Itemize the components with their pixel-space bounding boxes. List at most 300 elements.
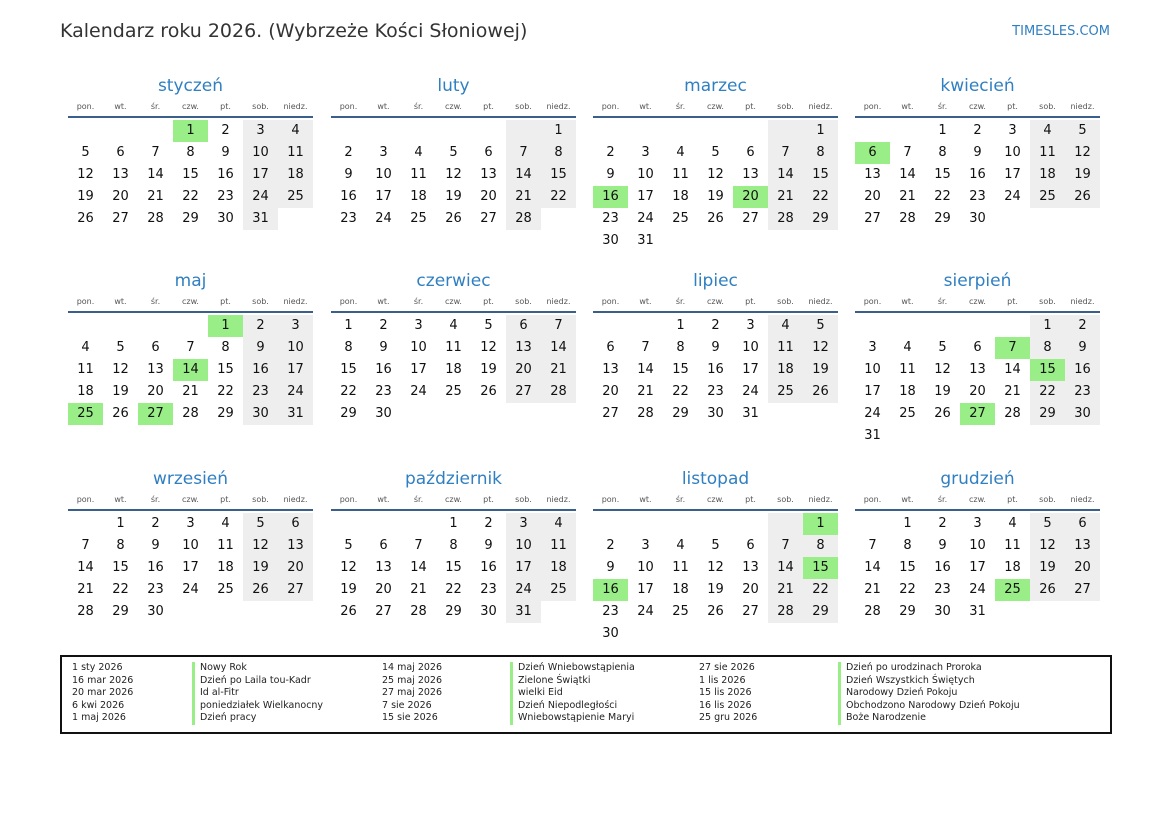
legend-holiday-name: Dzień Niepodległości bbox=[518, 699, 618, 711]
legend-names bbox=[838, 662, 1020, 725]
weekday-label: wt. bbox=[901, 495, 914, 504]
day-cell: 21 bbox=[147, 189, 164, 204]
day-cell: 2 bbox=[484, 516, 493, 531]
weekday-label: niedz. bbox=[1070, 297, 1095, 306]
day-cell: 1 bbox=[803, 120, 838, 142]
day-cell: 5 bbox=[803, 315, 838, 337]
weekday-label: wt. bbox=[114, 495, 127, 504]
day-cell: 23 bbox=[934, 582, 951, 597]
day-cell: 6 bbox=[151, 340, 160, 355]
day-cell: 18 bbox=[77, 384, 94, 399]
header-rule bbox=[855, 116, 1100, 118]
day-cell: 4 bbox=[1008, 516, 1017, 531]
weekday-label: pon. bbox=[601, 495, 620, 504]
day-cell: 13 bbox=[742, 560, 759, 575]
day-cell: 12 bbox=[445, 167, 462, 182]
day-cell: 7 bbox=[868, 538, 877, 553]
day-cell: 7 bbox=[186, 340, 195, 355]
day-cell: 14 bbox=[864, 560, 881, 575]
legend-holiday-name: Dzień pracy bbox=[200, 712, 257, 723]
weekday-label: wt. bbox=[639, 102, 652, 111]
holiday-day-cell: 15 bbox=[803, 557, 838, 579]
day-cell: 28 bbox=[637, 406, 654, 421]
day-cell: 1 bbox=[449, 516, 458, 531]
legend-date: 16 lis 2026 bbox=[699, 699, 752, 711]
legend-holiday-name: Boże Narodzenie bbox=[846, 712, 926, 723]
legend-date: 25 maj 2026 bbox=[382, 674, 443, 686]
day-cell: 31 bbox=[506, 601, 541, 623]
legend-holiday-name: Dzień po urodzinach Proroka bbox=[846, 662, 982, 673]
day-cell: 6 bbox=[606, 340, 615, 355]
day-cell: 28 bbox=[410, 604, 427, 619]
day-cell: 27 bbox=[742, 604, 759, 619]
day-cell: 16 bbox=[707, 362, 724, 377]
month-name: grudzień bbox=[940, 469, 1015, 489]
day-cell: 13 bbox=[506, 337, 541, 359]
header-rule bbox=[68, 311, 313, 313]
weekday-label: wt. bbox=[114, 297, 127, 306]
day-cell: 15 bbox=[340, 362, 357, 377]
day-cell: 11 bbox=[445, 340, 462, 355]
day-cell: 10 bbox=[506, 535, 541, 557]
day-cell: 29 bbox=[217, 406, 234, 421]
day-cell: 31 bbox=[742, 406, 759, 421]
day-cell: 24 bbox=[637, 211, 654, 226]
day-cell: 22 bbox=[112, 582, 129, 597]
day-cell: 15 bbox=[182, 167, 199, 182]
weekday-label: śr. bbox=[150, 102, 161, 111]
holiday-day-cell: 27 bbox=[960, 403, 995, 425]
day-cell: 19 bbox=[803, 359, 838, 381]
day-cell: 10 bbox=[182, 538, 199, 553]
day-cell: 5 bbox=[81, 145, 90, 160]
day-cell: 3 bbox=[506, 513, 541, 535]
day-cell: 29 bbox=[934, 211, 951, 226]
day-cell: 8 bbox=[449, 538, 458, 553]
day-cell: 28 bbox=[77, 604, 94, 619]
day-cell: 14 bbox=[541, 337, 576, 359]
day-cell: 15 bbox=[217, 362, 234, 377]
holiday-day-cell: 27 bbox=[138, 403, 173, 425]
day-cell: 8 bbox=[903, 538, 912, 553]
day-cell: 2 bbox=[221, 123, 230, 138]
weekday-label: niedz. bbox=[546, 297, 571, 306]
day-cell: 24 bbox=[375, 211, 392, 226]
day-cell: 18 bbox=[278, 164, 313, 186]
weekday-label: wt. bbox=[901, 102, 914, 111]
day-cell: 8 bbox=[541, 142, 576, 164]
day-cell: 20 bbox=[864, 189, 881, 204]
day-cell: 26 bbox=[803, 381, 838, 403]
day-cell: 20 bbox=[602, 384, 619, 399]
day-cell: 14 bbox=[899, 167, 916, 182]
day-cell: 1 bbox=[344, 318, 353, 333]
day-cell: 5 bbox=[484, 318, 493, 333]
day-cell: 1 bbox=[1030, 315, 1065, 337]
legend-dates bbox=[72, 662, 133, 725]
day-cell: 21 bbox=[1004, 384, 1021, 399]
day-cell: 21 bbox=[506, 186, 541, 208]
weekday-label: czw. bbox=[445, 102, 462, 111]
day-cell: 25 bbox=[445, 384, 462, 399]
day-cell: 23 bbox=[480, 582, 497, 597]
day-cell: 3 bbox=[973, 516, 982, 531]
day-cell: 3 bbox=[243, 120, 278, 142]
day-cell: 9 bbox=[938, 538, 947, 553]
day-cell: 28 bbox=[541, 381, 576, 403]
day-cell: 27 bbox=[506, 381, 541, 403]
weekday-label: sob. bbox=[515, 102, 532, 111]
day-cell: 9 bbox=[1065, 337, 1100, 359]
holiday-day-cell: 1 bbox=[208, 315, 243, 337]
legend-date: 7 sie 2026 bbox=[382, 699, 432, 711]
day-cell: 22 bbox=[182, 189, 199, 204]
day-cell: 19 bbox=[707, 582, 724, 597]
day-cell: 25 bbox=[541, 579, 576, 601]
day-cell: 10 bbox=[637, 560, 654, 575]
day-cell: 22 bbox=[803, 186, 838, 208]
day-cell: 26 bbox=[934, 406, 951, 421]
day-cell: 14 bbox=[1004, 362, 1021, 377]
weekday-label: śr. bbox=[413, 297, 424, 306]
day-cell: 25 bbox=[672, 604, 689, 619]
weekday-label: śr. bbox=[413, 102, 424, 111]
day-cell: 15 bbox=[112, 560, 129, 575]
day-cell: 11 bbox=[768, 337, 803, 359]
day-cell: 2 bbox=[151, 516, 160, 531]
legend-date: 27 sie 2026 bbox=[699, 662, 755, 673]
holiday-day-cell: 1 bbox=[803, 513, 838, 535]
day-cell: 30 bbox=[217, 211, 234, 226]
holiday-legend bbox=[60, 655, 1112, 734]
day-cell: 13 bbox=[864, 167, 881, 182]
legend-date: 14 maj 2026 bbox=[382, 662, 443, 673]
weekday-label: pt. bbox=[220, 297, 231, 306]
day-cell: 11 bbox=[77, 362, 94, 377]
holiday-day-cell: 15 bbox=[1030, 359, 1065, 381]
weekday-label: czw. bbox=[182, 297, 199, 306]
day-cell: 30 bbox=[707, 406, 724, 421]
holiday-day-cell: 25 bbox=[995, 579, 1030, 601]
day-cell: 23 bbox=[217, 189, 234, 204]
day-cell: 13 bbox=[969, 362, 986, 377]
header-rule bbox=[331, 311, 576, 313]
weekday-label: sob. bbox=[1039, 495, 1056, 504]
legend-dates bbox=[382, 662, 442, 725]
weekday-label: czw. bbox=[707, 297, 724, 306]
day-cell: 6 bbox=[278, 513, 313, 535]
weekday-label: śr. bbox=[413, 495, 424, 504]
day-cell: 4 bbox=[676, 538, 685, 553]
day-cell: 15 bbox=[899, 560, 916, 575]
day-cell: 13 bbox=[602, 362, 619, 377]
header-rule bbox=[855, 311, 1100, 313]
legend-date: 25 gru 2026 bbox=[699, 712, 758, 723]
day-cell: 23 bbox=[375, 384, 392, 399]
day-cell: 28 bbox=[899, 211, 916, 226]
day-cell: 3 bbox=[414, 318, 423, 333]
day-cell: 2 bbox=[243, 315, 278, 337]
day-cell: 18 bbox=[445, 362, 462, 377]
day-cell: 12 bbox=[1030, 535, 1065, 557]
month-name: styczeń bbox=[157, 76, 224, 96]
weekday-label: czw. bbox=[182, 102, 199, 111]
day-cell: 4 bbox=[221, 516, 230, 531]
legend-date: 16 mar 2026 bbox=[72, 674, 134, 686]
day-cell: 16 bbox=[1065, 359, 1100, 381]
day-cell: 22 bbox=[217, 384, 234, 399]
weekday-label: niedz. bbox=[283, 297, 308, 306]
day-cell: 31 bbox=[864, 428, 881, 443]
day-cell: 21 bbox=[182, 384, 199, 399]
legend-holiday-name: Dzień Wniebowstąpienia bbox=[518, 662, 635, 673]
weekday-label: niedz. bbox=[546, 102, 571, 111]
day-cell: 20 bbox=[969, 384, 986, 399]
day-cell: 13 bbox=[375, 560, 392, 575]
weekday-label: pt. bbox=[483, 102, 494, 111]
day-cell: 30 bbox=[602, 626, 619, 641]
day-cell: 4 bbox=[449, 318, 458, 333]
day-cell: 6 bbox=[484, 145, 493, 160]
day-cell: 13 bbox=[112, 167, 129, 182]
day-cell: 9 bbox=[711, 340, 720, 355]
page-title: Kalendarz roku 2026. (Wybrzeże Kości Słoniowej) bbox=[60, 20, 528, 42]
header-rule bbox=[68, 116, 313, 118]
day-cell: 25 bbox=[217, 582, 234, 597]
day-cell: 14 bbox=[147, 167, 164, 182]
legend-names bbox=[192, 662, 323, 725]
day-cell: 12 bbox=[1065, 142, 1100, 164]
day-cell: 4 bbox=[903, 340, 912, 355]
site-link[interactable]: TIMESLES.COM bbox=[1012, 24, 1110, 39]
weekday-label: niedz. bbox=[283, 495, 308, 504]
holiday-day-cell: 14 bbox=[173, 359, 208, 381]
day-cell: 27 bbox=[480, 211, 497, 226]
day-cell: 29 bbox=[803, 601, 838, 623]
day-cell: 19 bbox=[707, 189, 724, 204]
day-cell: 24 bbox=[243, 186, 278, 208]
day-cell: 20 bbox=[147, 384, 164, 399]
day-cell: 11 bbox=[1004, 538, 1021, 553]
day-cell: 28 bbox=[768, 601, 803, 623]
weekday-label: wt. bbox=[639, 297, 652, 306]
day-cell: 23 bbox=[1065, 381, 1100, 403]
day-cell: 3 bbox=[641, 145, 650, 160]
day-cell: 21 bbox=[864, 582, 881, 597]
day-cell: 8 bbox=[344, 340, 353, 355]
day-cell: 25 bbox=[768, 381, 803, 403]
day-cell: 13 bbox=[742, 167, 759, 182]
day-cell: 12 bbox=[480, 340, 497, 355]
day-cell: 12 bbox=[803, 337, 838, 359]
day-cell: 3 bbox=[186, 516, 195, 531]
day-cell: 2 bbox=[938, 516, 947, 531]
legend-holiday-name: Nowy Rok bbox=[200, 662, 247, 673]
day-cell: 30 bbox=[243, 403, 278, 425]
day-cell: 5 bbox=[711, 145, 720, 160]
weekday-label: wt. bbox=[377, 495, 390, 504]
day-cell: 27 bbox=[1065, 579, 1100, 601]
weekday-label: sob. bbox=[777, 102, 794, 111]
day-cell: 20 bbox=[480, 189, 497, 204]
day-cell: 17 bbox=[375, 189, 392, 204]
day-cell: 20 bbox=[112, 189, 129, 204]
day-cell: 1 bbox=[676, 318, 685, 333]
day-cell: 7 bbox=[641, 340, 650, 355]
day-cell: 10 bbox=[243, 142, 278, 164]
day-cell: 19 bbox=[934, 384, 951, 399]
day-cell: 9 bbox=[606, 167, 615, 182]
day-cell: 25 bbox=[672, 211, 689, 226]
day-cell: 16 bbox=[375, 362, 392, 377]
day-cell: 22 bbox=[1030, 381, 1065, 403]
day-cell: 1 bbox=[116, 516, 125, 531]
day-cell: 9 bbox=[151, 538, 160, 553]
month-name: czerwiec bbox=[416, 271, 491, 291]
day-cell: 26 bbox=[707, 604, 724, 619]
day-cell: 13 bbox=[1065, 535, 1100, 557]
day-cell: 31 bbox=[278, 403, 313, 425]
day-cell: 11 bbox=[541, 535, 576, 557]
header-rule bbox=[593, 509, 838, 511]
day-cell: 26 bbox=[243, 579, 278, 601]
day-cell: 30 bbox=[480, 604, 497, 619]
weekday-label: wt. bbox=[377, 297, 390, 306]
header-rule bbox=[593, 311, 838, 313]
day-cell: 9 bbox=[484, 538, 493, 553]
day-cell: 10 bbox=[375, 167, 392, 182]
legend-date: 15 lis 2026 bbox=[699, 687, 752, 698]
weekday-label: czw. bbox=[969, 495, 986, 504]
day-cell: 12 bbox=[112, 362, 129, 377]
day-cell: 2 bbox=[973, 123, 982, 138]
day-cell: 1 bbox=[938, 123, 947, 138]
day-cell: 29 bbox=[340, 406, 357, 421]
weekday-label: pt. bbox=[745, 495, 756, 504]
day-cell: 28 bbox=[1004, 406, 1021, 421]
weekday-label: pon. bbox=[76, 102, 95, 111]
day-cell: 23 bbox=[707, 384, 724, 399]
empty-weekend-cell bbox=[506, 120, 541, 142]
day-cell: 29 bbox=[803, 208, 838, 230]
day-cell: 9 bbox=[379, 340, 388, 355]
weekday-label: pon. bbox=[863, 102, 882, 111]
legend-holiday-name: Narodowy Dzień Pokoju bbox=[846, 687, 958, 698]
day-cell: 6 bbox=[1065, 513, 1100, 535]
day-cell: 26 bbox=[707, 211, 724, 226]
day-cell: 30 bbox=[1065, 403, 1100, 425]
weekday-label: sob. bbox=[515, 297, 532, 306]
weekday-label: wt. bbox=[377, 102, 390, 111]
day-cell: 23 bbox=[243, 381, 278, 403]
month-name: lipiec bbox=[693, 271, 738, 291]
day-cell: 10 bbox=[864, 362, 881, 377]
legend-holiday-name: poniedziałek Wielkanocny bbox=[200, 699, 324, 711]
weekday-label: sob. bbox=[777, 297, 794, 306]
day-cell: 24 bbox=[637, 604, 654, 619]
day-cell: 25 bbox=[278, 186, 313, 208]
day-cell: 20 bbox=[506, 359, 541, 381]
day-cell: 10 bbox=[969, 538, 986, 553]
day-cell: 6 bbox=[746, 145, 755, 160]
day-cell: 10 bbox=[278, 337, 313, 359]
day-cell: 12 bbox=[243, 535, 278, 557]
weekday-label: śr. bbox=[937, 102, 948, 111]
weekday-label: sob. bbox=[1039, 297, 1056, 306]
day-cell: 21 bbox=[410, 582, 427, 597]
day-cell: 24 bbox=[864, 406, 881, 421]
day-cell: 24 bbox=[969, 582, 986, 597]
weekday-label: pt. bbox=[1007, 495, 1018, 504]
day-cell: 3 bbox=[746, 318, 755, 333]
day-cell: 5 bbox=[1030, 513, 1065, 535]
day-cell: 14 bbox=[768, 557, 803, 579]
day-cell: 2 bbox=[379, 318, 388, 333]
header-rule bbox=[593, 116, 838, 118]
weekday-label: niedz. bbox=[808, 495, 833, 504]
day-cell: 22 bbox=[899, 582, 916, 597]
weekday-label: pon. bbox=[601, 297, 620, 306]
day-cell: 9 bbox=[973, 145, 982, 160]
day-cell: 29 bbox=[445, 604, 462, 619]
day-cell: 15 bbox=[672, 362, 689, 377]
day-cell: 14 bbox=[768, 164, 803, 186]
month-name: sierpień bbox=[943, 271, 1012, 291]
empty-weekend-cell bbox=[768, 120, 803, 142]
weekday-label: śr. bbox=[937, 297, 948, 306]
day-cell: 28 bbox=[864, 604, 881, 619]
day-cell: 8 bbox=[938, 145, 947, 160]
day-cell: 14 bbox=[637, 362, 654, 377]
month-name: luty bbox=[437, 76, 470, 96]
empty-weekend-cell bbox=[768, 513, 803, 535]
day-cell: 11 bbox=[410, 167, 427, 182]
day-cell: 18 bbox=[768, 359, 803, 381]
day-cell: 18 bbox=[672, 189, 689, 204]
day-cell: 24 bbox=[742, 384, 759, 399]
day-cell: 18 bbox=[899, 384, 916, 399]
day-cell: 11 bbox=[672, 167, 689, 182]
weekday-label: sob. bbox=[252, 495, 269, 504]
day-cell: 15 bbox=[803, 164, 838, 186]
weekday-label: niedz. bbox=[283, 102, 308, 111]
month-name: październik bbox=[404, 469, 503, 489]
legend-date: 20 mar 2026 bbox=[72, 687, 134, 698]
day-cell: 30 bbox=[969, 211, 986, 226]
day-cell: 3 bbox=[641, 538, 650, 553]
day-cell: 26 bbox=[445, 211, 462, 226]
legend-date: 27 maj 2026 bbox=[382, 687, 443, 698]
day-cell: 31 bbox=[969, 604, 986, 619]
day-cell: 16 bbox=[934, 560, 951, 575]
day-cell: 5 bbox=[1065, 120, 1100, 142]
day-cell: 4 bbox=[541, 513, 576, 535]
day-cell: 17 bbox=[637, 189, 654, 204]
day-cell: 5 bbox=[711, 538, 720, 553]
weekday-label: czw. bbox=[969, 102, 986, 111]
weekday-label: czw. bbox=[707, 495, 724, 504]
day-cell: 18 bbox=[217, 560, 234, 575]
day-cell: 21 bbox=[768, 579, 803, 601]
day-cell: 8 bbox=[676, 340, 685, 355]
day-cell: 2 bbox=[344, 145, 353, 160]
header-rule bbox=[331, 116, 576, 118]
day-cell: 8 bbox=[803, 535, 838, 557]
day-cell: 12 bbox=[934, 362, 951, 377]
day-cell: 4 bbox=[81, 340, 90, 355]
day-cell: 19 bbox=[1030, 557, 1065, 579]
day-cell: 4 bbox=[676, 145, 685, 160]
